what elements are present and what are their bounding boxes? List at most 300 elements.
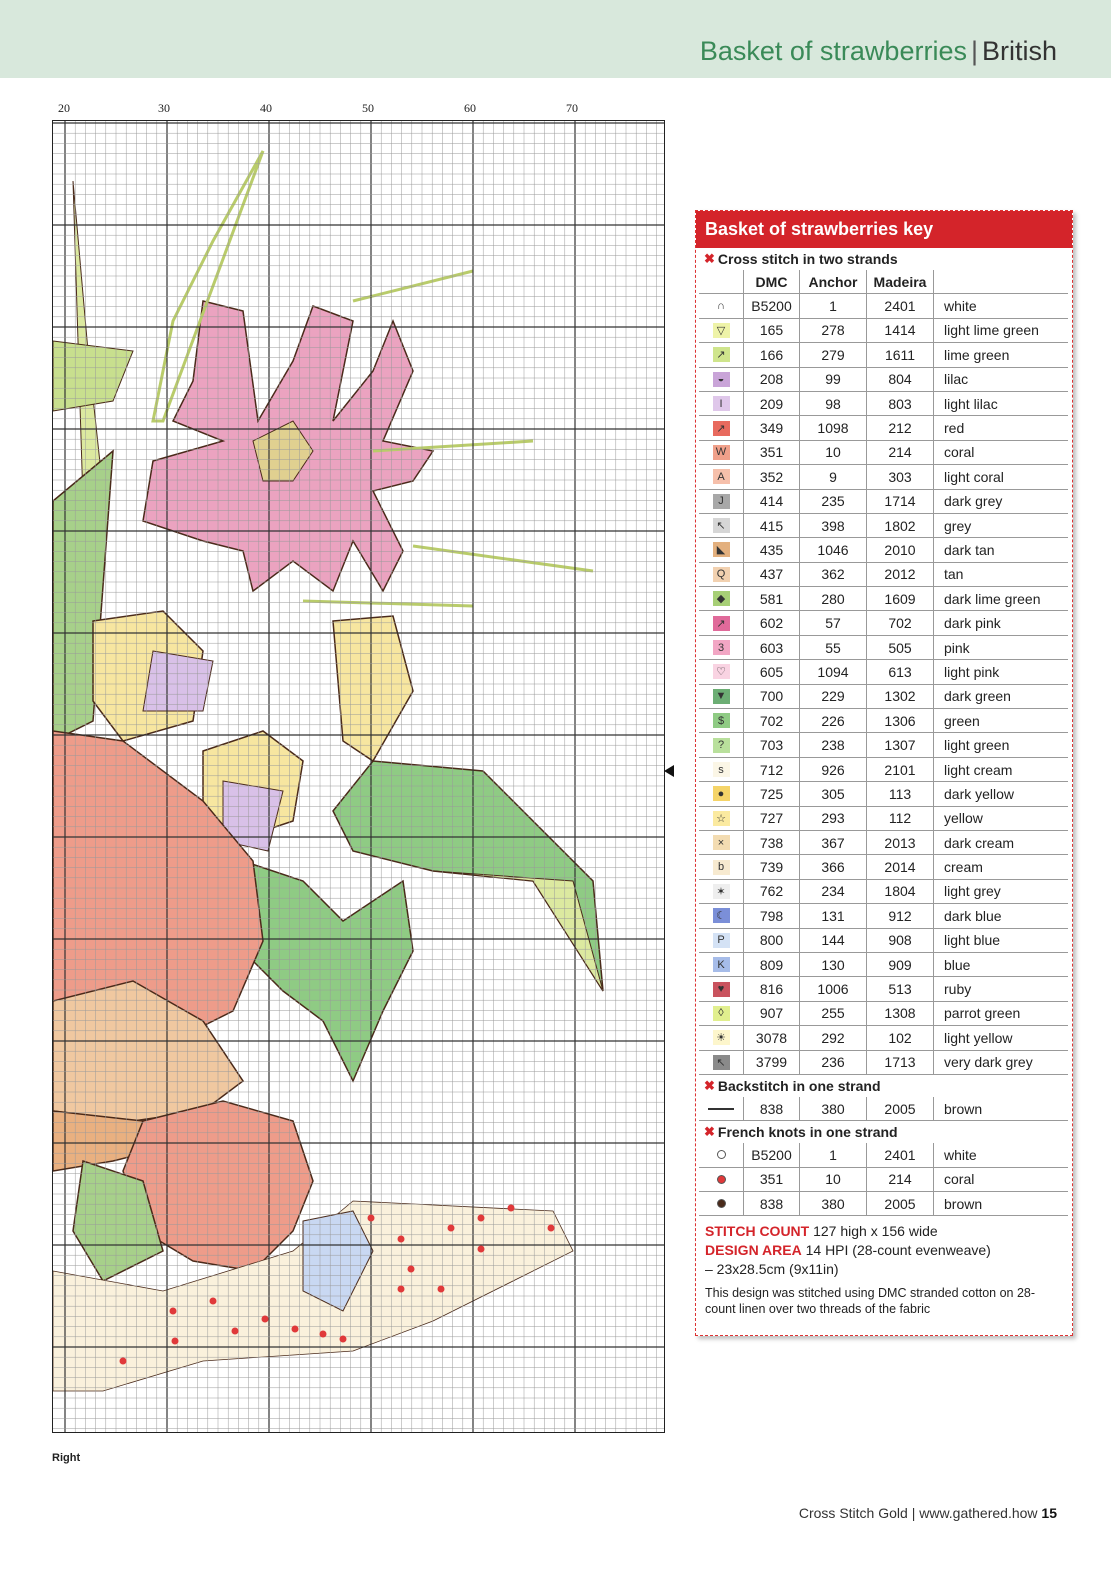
dmc-code: 838 bbox=[744, 1192, 800, 1215]
thread-name: light yellow bbox=[944, 1029, 1013, 1046]
symbol-cell bbox=[699, 758, 744, 781]
thread-row bbox=[699, 636, 1068, 660]
madeira-code: 1713 bbox=[867, 1051, 934, 1074]
thread-row bbox=[699, 392, 1068, 416]
madeira-code: 2005 bbox=[867, 1097, 934, 1120]
thread-symbol-swatch: b bbox=[713, 860, 730, 875]
thread-row bbox=[699, 611, 1068, 635]
french-knots-heading-text: French knots in one strand bbox=[717, 1124, 898, 1141]
thread-symbol-swatch: ♥ bbox=[713, 982, 730, 997]
madeira-code: 702 bbox=[867, 611, 934, 634]
symbol-cell bbox=[699, 416, 744, 439]
thread-name: coral bbox=[944, 444, 975, 461]
backstitch-heading bbox=[696, 1075, 1072, 1097]
backstitch-heading-text: Backstitch in one strand bbox=[717, 1077, 881, 1094]
anchor-code: 367 bbox=[800, 831, 867, 854]
symbol-cell bbox=[699, 1168, 744, 1191]
madeira-code: 2010 bbox=[867, 538, 934, 561]
thread-symbol-swatch: ↖ bbox=[713, 1055, 730, 1070]
thread-name: lilac bbox=[944, 371, 969, 388]
symbol-cell bbox=[699, 1002, 744, 1025]
dmc-column-header: DMC bbox=[744, 270, 800, 293]
anchor-code: 280 bbox=[800, 587, 867, 610]
thread-symbol-swatch: ▼ bbox=[713, 689, 730, 704]
symbol-cell bbox=[699, 660, 744, 683]
thread-symbol-swatch: ◒ bbox=[713, 372, 730, 387]
dmc-code: 209 bbox=[744, 392, 800, 415]
symbol-cell bbox=[699, 831, 744, 854]
thread-row bbox=[699, 807, 1068, 831]
madeira-code: 1802 bbox=[867, 514, 934, 537]
symbol-cell bbox=[699, 977, 744, 1000]
thread-name: light green bbox=[944, 737, 1010, 754]
anchor-code: 9 bbox=[800, 465, 867, 488]
madeira-column-header: Madeira bbox=[867, 270, 934, 293]
anchor-code: 305 bbox=[800, 782, 867, 805]
thread-row bbox=[699, 758, 1068, 782]
thread-row bbox=[699, 514, 1068, 538]
symbol-cell bbox=[699, 343, 744, 366]
madeira-code: 214 bbox=[867, 1168, 934, 1191]
title-separator: | bbox=[970, 36, 978, 66]
anchor-code: 55 bbox=[800, 636, 867, 659]
stitching-note: This design was stitched using DMC stranded cotton on 28-count linen over two threads of the fabric bbox=[705, 1286, 1036, 1317]
madeira-code: 1302 bbox=[867, 685, 934, 708]
dmc-code: 725 bbox=[744, 782, 800, 805]
madeira-code: 1804 bbox=[867, 880, 934, 903]
thread-name: light grey bbox=[944, 883, 1001, 900]
madeira-code: 505 bbox=[867, 636, 934, 659]
thread-row bbox=[699, 441, 1068, 465]
anchor-code: 255 bbox=[800, 1002, 867, 1025]
table-header-row bbox=[699, 270, 1068, 294]
french-knot-mark bbox=[478, 1215, 485, 1222]
axis-label: 40 bbox=[260, 101, 272, 115]
french-knot-row bbox=[699, 1143, 1068, 1167]
french-knot-icon bbox=[717, 1199, 726, 1208]
symbol-cell bbox=[699, 490, 744, 513]
thread-table bbox=[699, 270, 1068, 1075]
grass-blade bbox=[73, 181, 103, 501]
dmc-code: 3799 bbox=[744, 1051, 800, 1074]
anchor-column-header: Anchor bbox=[800, 270, 867, 293]
thread-name: ruby bbox=[944, 981, 972, 998]
dmc-code: 809 bbox=[744, 953, 800, 976]
thread-name: light lilac bbox=[944, 395, 998, 412]
madeira-code: 2101 bbox=[867, 758, 934, 781]
chart-grid bbox=[53, 121, 665, 1433]
symbol-cell bbox=[699, 1097, 744, 1120]
design-area-size: – 23x28.5cm (9x11in) bbox=[705, 1261, 839, 1278]
thread-row bbox=[699, 587, 1068, 611]
french-knot-mark bbox=[170, 1308, 177, 1315]
french-knot-mark bbox=[508, 1205, 515, 1212]
anchor-code: 1094 bbox=[800, 660, 867, 683]
anchor-code: 235 bbox=[800, 490, 867, 513]
french-knot-mark bbox=[438, 1286, 445, 1293]
axis-label: 30 bbox=[158, 101, 170, 115]
thread-name: grey bbox=[944, 517, 972, 534]
thread-row bbox=[699, 733, 1068, 757]
thread-name: pink bbox=[944, 639, 970, 656]
axis-label: 50 bbox=[362, 101, 374, 115]
thread-name: cream bbox=[944, 859, 983, 876]
symbol-cell bbox=[699, 392, 744, 415]
thread-row bbox=[699, 904, 1068, 928]
french-knots-table bbox=[699, 1143, 1068, 1216]
madeira-code: 908 bbox=[867, 929, 934, 952]
thread-name: yellow bbox=[944, 810, 983, 827]
dmc-code: 800 bbox=[744, 929, 800, 952]
madeira-code: 513 bbox=[867, 977, 934, 1000]
symbol-cell bbox=[699, 538, 744, 561]
french-knot-mark bbox=[232, 1328, 239, 1335]
anchor-code: 279 bbox=[800, 343, 867, 366]
dmc-code: 603 bbox=[744, 636, 800, 659]
dmc-code: 700 bbox=[744, 685, 800, 708]
magazine-name: Cross Stitch Gold bbox=[798, 1505, 908, 1521]
chart-part-label: Right bbox=[52, 1452, 81, 1464]
dmc-code: 166 bbox=[744, 343, 800, 366]
dmc-code: 208 bbox=[744, 368, 800, 391]
dmc-code: 712 bbox=[744, 758, 800, 781]
thread-name: green bbox=[944, 712, 980, 729]
footer-separator: | bbox=[911, 1505, 916, 1521]
french-knot-mark bbox=[262, 1316, 269, 1323]
anchor-code: 380 bbox=[800, 1192, 867, 1215]
thread-name: dark pink bbox=[944, 615, 1001, 632]
dmc-code: 907 bbox=[744, 1002, 800, 1025]
dmc-code: 762 bbox=[744, 880, 800, 903]
dmc-code: B5200 bbox=[744, 1143, 800, 1166]
madeira-code: 1308 bbox=[867, 1002, 934, 1025]
thread-symbol-swatch: ↖ bbox=[713, 518, 730, 533]
madeira-code: 2013 bbox=[867, 831, 934, 854]
key-title: Basket of strawberries key bbox=[696, 211, 1072, 248]
thread-row bbox=[699, 831, 1068, 855]
french-knot-mark bbox=[340, 1336, 347, 1343]
anchor-code: 366 bbox=[800, 855, 867, 878]
french-knots-heading bbox=[696, 1121, 1072, 1143]
thread-symbol-swatch: ▽ bbox=[713, 323, 730, 338]
madeira-code: 2012 bbox=[867, 563, 934, 586]
symbol-cell bbox=[699, 685, 744, 708]
thread-name: white bbox=[944, 1146, 977, 1163]
thread-symbol-swatch: K bbox=[713, 957, 730, 972]
anchor-code: 278 bbox=[800, 319, 867, 342]
thread-symbol-swatch: s bbox=[713, 762, 730, 777]
thread-name: light blue bbox=[944, 932, 1001, 949]
thread-name: lime green bbox=[944, 346, 1010, 363]
madeira-code: 113 bbox=[867, 782, 934, 805]
french-knot-mark bbox=[320, 1331, 327, 1338]
thread-symbol-swatch: I bbox=[713, 396, 730, 411]
dmc-code: 3078 bbox=[744, 1026, 800, 1049]
anchor-code: 10 bbox=[800, 441, 867, 464]
french-knot-mark bbox=[548, 1225, 555, 1232]
title-design-name: Basket of strawberries bbox=[699, 36, 967, 66]
page-footer bbox=[799, 1505, 1057, 1521]
madeira-code: 303 bbox=[867, 465, 934, 488]
thread-row bbox=[699, 880, 1068, 904]
thread-name: dark tan bbox=[944, 541, 995, 558]
column-axis-labels bbox=[0, 101, 700, 119]
cross-icon: ✖ bbox=[704, 251, 715, 266]
madeira-code: 2014 bbox=[867, 855, 934, 878]
anchor-code: 236 bbox=[800, 1051, 867, 1074]
dmc-code: 351 bbox=[744, 1168, 800, 1191]
symbol-cell bbox=[699, 880, 744, 903]
design-area-label: DESIGN AREA bbox=[705, 1242, 802, 1259]
symbol-cell bbox=[699, 294, 744, 317]
dmc-code: 838 bbox=[744, 1097, 800, 1120]
thread-row bbox=[699, 294, 1068, 318]
madeira-code: 1611 bbox=[867, 343, 934, 366]
dmc-code: 352 bbox=[744, 465, 800, 488]
dmc-code: 602 bbox=[744, 611, 800, 634]
anchor-code: 292 bbox=[800, 1026, 867, 1049]
symbol-cell bbox=[699, 733, 744, 756]
madeira-code: 2401 bbox=[867, 1143, 934, 1166]
symbol-cell bbox=[699, 1192, 744, 1215]
french-knot-mark bbox=[368, 1215, 375, 1222]
stitch-count-value: 127 high x 156 wide bbox=[813, 1223, 938, 1240]
thread-symbol-swatch: ∩ bbox=[713, 299, 730, 314]
thread-symbol-swatch: ♡ bbox=[713, 664, 730, 679]
symbol-cell bbox=[699, 1051, 744, 1074]
thread-row bbox=[699, 782, 1068, 806]
backstitch-line-icon bbox=[708, 1108, 734, 1110]
anchor-code: 1 bbox=[800, 1143, 867, 1166]
thread-row bbox=[699, 490, 1068, 514]
thread-name: light coral bbox=[944, 468, 1004, 485]
anchor-code: 130 bbox=[800, 953, 867, 976]
thread-symbol-swatch: ? bbox=[713, 738, 730, 753]
thread-symbol-swatch: ↗ bbox=[713, 616, 730, 631]
thread-key-panel bbox=[695, 210, 1073, 1336]
symbol-cell bbox=[699, 1143, 744, 1166]
anchor-code: 98 bbox=[800, 392, 867, 415]
french-knot-row bbox=[699, 1192, 1068, 1216]
anchor-code: 1006 bbox=[800, 977, 867, 1000]
anchor-code: 226 bbox=[800, 709, 867, 732]
backstitch-table bbox=[699, 1097, 1068, 1121]
anchor-code: 229 bbox=[800, 685, 867, 708]
dmc-code: 738 bbox=[744, 831, 800, 854]
thread-symbol-swatch: ◊ bbox=[713, 1006, 730, 1021]
symbol-cell bbox=[699, 855, 744, 878]
anchor-code: 99 bbox=[800, 368, 867, 391]
french-knot-mark bbox=[448, 1225, 455, 1232]
thread-symbol-swatch: × bbox=[713, 835, 730, 850]
french-knot-row bbox=[699, 1168, 1068, 1192]
thread-row bbox=[699, 1002, 1068, 1026]
dmc-code: 798 bbox=[744, 904, 800, 927]
symbol-cell bbox=[699, 1026, 744, 1049]
page-number: 15 bbox=[1041, 1505, 1057, 1521]
madeira-code: 613 bbox=[867, 660, 934, 683]
thread-name: parrot green bbox=[944, 1005, 1021, 1022]
madeira-code: 112 bbox=[867, 807, 934, 830]
thread-row bbox=[699, 465, 1068, 489]
french-knot-mark bbox=[408, 1266, 415, 1273]
axis-label: 70 bbox=[566, 101, 578, 115]
thread-symbol-swatch: P bbox=[713, 933, 730, 948]
symbol-cell bbox=[699, 465, 744, 488]
thread-symbol-swatch: ◆ bbox=[713, 591, 730, 606]
dmc-code: 351 bbox=[744, 441, 800, 464]
dmc-code: B5200 bbox=[744, 294, 800, 317]
thread-name: dark blue bbox=[944, 907, 1002, 924]
grass-stem bbox=[413, 546, 593, 571]
french-knot-mark bbox=[478, 1246, 485, 1253]
thread-name: very dark grey bbox=[944, 1054, 1033, 1071]
anchor-code: 238 bbox=[800, 733, 867, 756]
thread-row bbox=[699, 855, 1068, 879]
symbol-cell bbox=[699, 929, 744, 952]
cross-stitch-chart bbox=[52, 120, 665, 1433]
dmc-code: 349 bbox=[744, 416, 800, 439]
anchor-code: 144 bbox=[800, 929, 867, 952]
madeira-code: 1714 bbox=[867, 490, 934, 513]
madeira-code: 212 bbox=[867, 416, 934, 439]
french-knot-mark bbox=[398, 1286, 405, 1293]
dmc-code: 415 bbox=[744, 514, 800, 537]
thread-row bbox=[699, 977, 1068, 1001]
anchor-code: 234 bbox=[800, 880, 867, 903]
dmc-code: 414 bbox=[744, 490, 800, 513]
thread-name: red bbox=[944, 420, 965, 437]
french-knot-icon bbox=[717, 1175, 726, 1184]
thread-row bbox=[699, 685, 1068, 709]
thread-name: blue bbox=[944, 956, 971, 973]
symbol-cell bbox=[699, 953, 744, 976]
anchor-code: 1 bbox=[800, 294, 867, 317]
french-knot-mark bbox=[292, 1326, 299, 1333]
thread-name: dark cream bbox=[944, 834, 1015, 851]
symbol-cell bbox=[699, 319, 744, 342]
anchor-code: 362 bbox=[800, 563, 867, 586]
dmc-code: 605 bbox=[744, 660, 800, 683]
madeira-code: 2005 bbox=[867, 1192, 934, 1215]
thread-symbol-swatch: ✶ bbox=[713, 884, 730, 899]
dmc-code: 816 bbox=[744, 977, 800, 1000]
thread-row bbox=[699, 709, 1068, 733]
thread-name: white bbox=[944, 298, 977, 315]
symbol-column-header bbox=[699, 270, 744, 293]
symbol-cell bbox=[699, 611, 744, 634]
thread-name: brown bbox=[944, 1195, 983, 1212]
thread-symbol-swatch: ● bbox=[713, 786, 730, 801]
axis-label: 60 bbox=[464, 101, 476, 115]
grass-stem bbox=[303, 601, 473, 606]
thread-row bbox=[699, 563, 1068, 587]
thread-symbol-swatch: A bbox=[713, 469, 730, 484]
thread-symbol-swatch: W bbox=[713, 445, 730, 460]
thread-name: light pink bbox=[944, 663, 1000, 680]
madeira-code: 102 bbox=[867, 1026, 934, 1049]
thread-name: coral bbox=[944, 1171, 975, 1188]
thread-row bbox=[699, 1051, 1068, 1075]
symbol-cell bbox=[699, 709, 744, 732]
thread-name: dark lime green bbox=[944, 590, 1041, 607]
thread-name: brown bbox=[944, 1100, 983, 1117]
french-knot-mark bbox=[172, 1338, 179, 1345]
thread-symbol-swatch: 3 bbox=[713, 640, 730, 655]
thread-symbol-swatch: ☀ bbox=[713, 1030, 730, 1045]
cross-stitch-heading bbox=[696, 248, 1072, 270]
french-knot-mark bbox=[398, 1236, 405, 1243]
design-area-value: 14 HPI (28-count evenweave) bbox=[805, 1242, 991, 1259]
anchor-code: 398 bbox=[800, 514, 867, 537]
stitch-count-label: STITCH COUNT bbox=[705, 1223, 810, 1240]
symbol-cell bbox=[699, 782, 744, 805]
symbol-cell bbox=[699, 514, 744, 537]
thread-row bbox=[699, 953, 1068, 977]
french-knot-mark bbox=[210, 1298, 217, 1305]
thread-row bbox=[699, 368, 1068, 392]
thread-symbol-swatch: ↗ bbox=[713, 347, 730, 362]
symbol-cell bbox=[699, 904, 744, 927]
thread-row bbox=[699, 1026, 1068, 1050]
anchor-code: 57 bbox=[800, 611, 867, 634]
symbol-cell bbox=[699, 441, 744, 464]
thread-symbol-swatch: J bbox=[713, 494, 730, 509]
dmc-code: 703 bbox=[744, 733, 800, 756]
dmc-code: 739 bbox=[744, 855, 800, 878]
dmc-code: 165 bbox=[744, 319, 800, 342]
symbol-cell bbox=[699, 587, 744, 610]
thread-row bbox=[699, 660, 1068, 684]
madeira-code: 909 bbox=[867, 953, 934, 976]
dmc-code: 727 bbox=[744, 807, 800, 830]
french-knot-mark bbox=[120, 1358, 127, 1365]
lilac-flower-centre bbox=[143, 651, 213, 711]
thread-row bbox=[699, 416, 1068, 440]
madeira-code: 1306 bbox=[867, 709, 934, 732]
thread-name: dark yellow bbox=[944, 785, 1015, 802]
symbol-cell bbox=[699, 636, 744, 659]
thread-name: dark grey bbox=[944, 493, 1003, 510]
page-title bbox=[700, 36, 1057, 67]
anchor-code: 1046 bbox=[800, 538, 867, 561]
symbol-cell bbox=[699, 368, 744, 391]
madeira-code: 1307 bbox=[867, 733, 934, 756]
dmc-code: 437 bbox=[744, 563, 800, 586]
anchor-code: 926 bbox=[800, 758, 867, 781]
madeira-code: 1414 bbox=[867, 319, 934, 342]
symbol-cell bbox=[699, 563, 744, 586]
name-column-header bbox=[934, 270, 1068, 293]
website[interactable]: www.gathered.how bbox=[919, 1505, 1038, 1521]
title-category: British bbox=[981, 36, 1057, 66]
centre-marker-arrow bbox=[664, 765, 674, 777]
madeira-code: 1609 bbox=[867, 587, 934, 610]
madeira-code: 804 bbox=[867, 368, 934, 391]
thread-symbol-swatch: ◣ bbox=[713, 542, 730, 557]
stitch-count bbox=[696, 1216, 1072, 1279]
cross-stitch-heading-text: Cross stitch in two strands bbox=[717, 251, 898, 267]
thread-name: light lime green bbox=[944, 322, 1039, 339]
dmc-code: 702 bbox=[744, 709, 800, 732]
cross-icon: ✖ bbox=[704, 1124, 715, 1140]
symbol-cell bbox=[699, 807, 744, 830]
anchor-code: 380 bbox=[800, 1097, 867, 1120]
backstitch-row bbox=[699, 1097, 1068, 1121]
anchor-code: 293 bbox=[800, 807, 867, 830]
thread-symbol-swatch: ☆ bbox=[713, 811, 730, 826]
dmc-code: 581 bbox=[744, 587, 800, 610]
